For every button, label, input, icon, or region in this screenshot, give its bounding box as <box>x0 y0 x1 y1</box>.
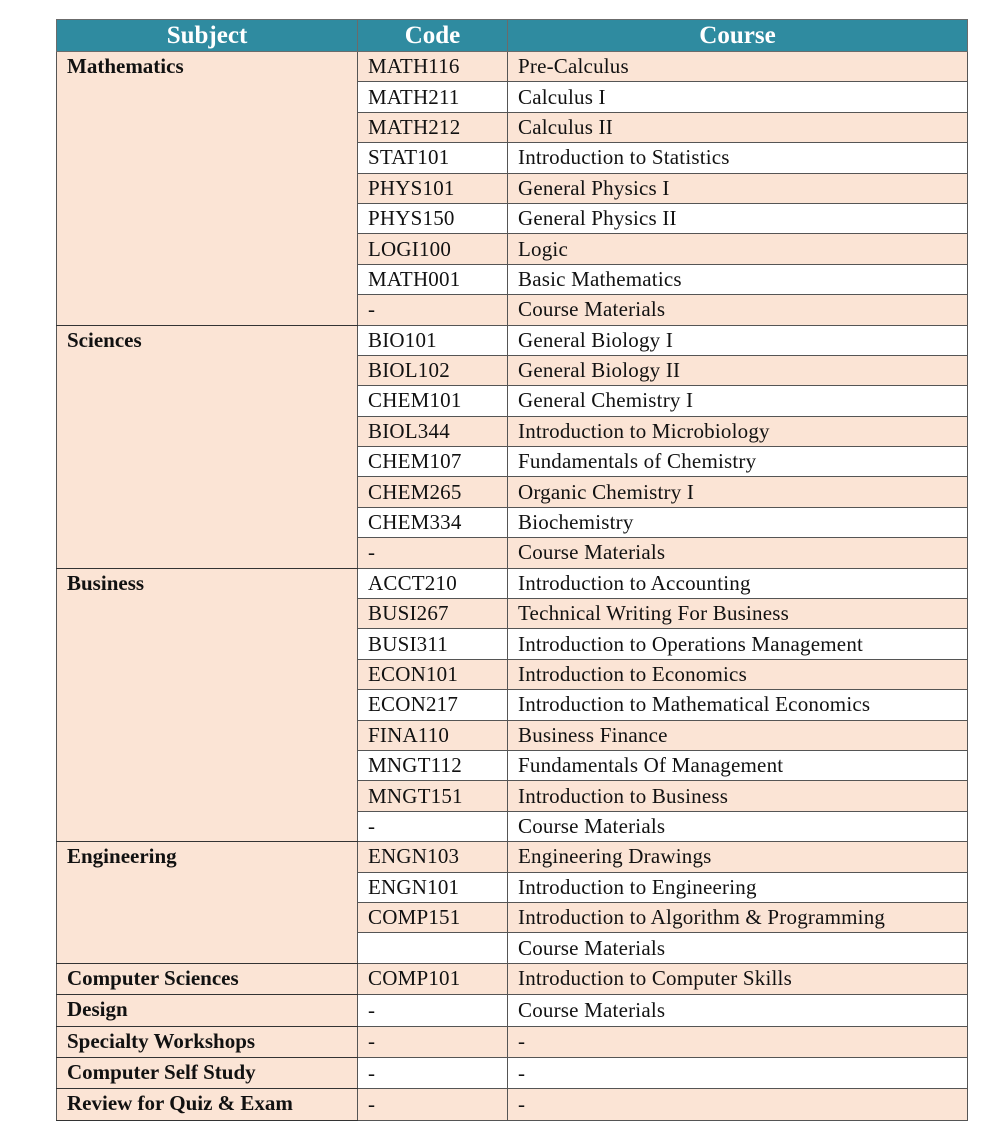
course-name-cell: Introduction to Mathematical Economics <box>508 690 968 720</box>
course-name-cell: Introduction to Engineering <box>508 872 968 902</box>
course-code-cell: BUSI311 <box>358 629 508 659</box>
course-name-cell: Basic Mathematics <box>508 264 968 294</box>
subject-cell: Sciences <box>57 325 358 568</box>
course-code-cell: MATH212 <box>358 112 508 142</box>
subject-cell: Business <box>57 568 358 842</box>
course-name-cell: Business Finance <box>508 720 968 750</box>
course-schedule-table <box>56 19 968 1121</box>
course-code-cell: - <box>358 811 508 841</box>
course-name-cell: Pre-Calculus <box>508 52 968 82</box>
course-code-cell <box>358 933 508 963</box>
course-name-cell: Organic Chemistry I <box>508 477 968 507</box>
course-code-cell: LOGI100 <box>358 234 508 264</box>
course-code-cell: BUSI267 <box>358 599 508 629</box>
header-code: Code <box>358 20 508 52</box>
course-name-cell: General Biology I <box>508 325 968 355</box>
course-code-cell: ECON217 <box>358 690 508 720</box>
course-name-cell: Calculus II <box>508 112 968 142</box>
course-name-cell: Introduction to Business <box>508 781 968 811</box>
course-name-cell: General Biology II <box>508 355 968 385</box>
course-code-cell: BIOL344 <box>358 416 508 446</box>
header-subject: Subject <box>57 20 358 52</box>
course-code-cell: BIOL102 <box>358 355 508 385</box>
table-row <box>57 842 968 872</box>
course-code-cell: MATH001 <box>358 264 508 294</box>
subject-cell: Computer Self Study <box>57 1057 358 1088</box>
course-code-cell: ENGN101 <box>358 872 508 902</box>
table-row <box>57 325 968 355</box>
course-code-cell: CHEM265 <box>358 477 508 507</box>
course-name-cell: Engineering Drawings <box>508 842 968 872</box>
course-name-cell: Introduction to Microbiology <box>508 416 968 446</box>
course-name-cell: Course Materials <box>508 933 968 963</box>
course-name-cell: Fundamentals Of Management <box>508 750 968 780</box>
table-row <box>57 1089 968 1120</box>
course-name-cell: Introduction to Economics <box>508 659 968 689</box>
table-row <box>57 995 968 1026</box>
course-name-cell: General Physics II <box>508 203 968 233</box>
table-body <box>57 52 968 1121</box>
course-code-cell: ACCT210 <box>358 568 508 598</box>
course-code-cell: CHEM107 <box>358 447 508 477</box>
course-name-cell: Introduction to Operations Management <box>508 629 968 659</box>
course-code-cell: MNGT112 <box>358 750 508 780</box>
course-name-cell: Course Materials <box>508 995 968 1026</box>
course-code-cell: BIO101 <box>358 325 508 355</box>
subject-cell: Engineering <box>57 842 358 964</box>
course-code-cell: - <box>358 995 508 1026</box>
course-code-cell: PHYS101 <box>358 173 508 203</box>
course-name-cell: Logic <box>508 234 968 264</box>
course-code-cell: CHEM101 <box>358 386 508 416</box>
course-name-cell: Calculus I <box>508 82 968 112</box>
course-code-cell: - <box>358 295 508 325</box>
table-row <box>57 1026 968 1057</box>
table-row <box>57 52 968 82</box>
course-name-cell: Introduction to Computer Skills <box>508 963 968 994</box>
table-header <box>57 20 968 52</box>
course-name-cell: - <box>508 1026 968 1057</box>
course-name-cell: Technical Writing For Business <box>508 599 968 629</box>
course-code-cell: - <box>358 1057 508 1088</box>
course-name-cell: Course Materials <box>508 811 968 841</box>
course-name-cell: Introduction to Algorithm & Programming <box>508 902 968 932</box>
course-name-cell: Biochemistry <box>508 507 968 537</box>
course-code-cell: COMP151 <box>358 902 508 932</box>
course-code-cell: - <box>358 1089 508 1120</box>
course-code-cell: STAT101 <box>358 143 508 173</box>
course-name-cell: - <box>508 1057 968 1088</box>
course-code-cell: - <box>358 1026 508 1057</box>
course-code-cell: ECON101 <box>358 659 508 689</box>
course-name-cell: - <box>508 1089 968 1120</box>
header-course: Course <box>508 20 968 52</box>
course-code-cell: COMP101 <box>358 963 508 994</box>
course-code-cell: - <box>358 538 508 568</box>
course-code-cell: CHEM334 <box>358 507 508 537</box>
table-row <box>57 568 968 598</box>
course-name-cell: Course Materials <box>508 295 968 325</box>
course-name-cell: General Chemistry I <box>508 386 968 416</box>
subject-cell: Specialty Workshops <box>57 1026 358 1057</box>
subject-cell: Mathematics <box>57 52 358 326</box>
course-code-cell: ENGN103 <box>358 842 508 872</box>
course-code-cell: MATH116 <box>358 52 508 82</box>
course-name-cell: Introduction to Accounting <box>508 568 968 598</box>
course-name-cell: Course Materials <box>508 538 968 568</box>
subject-cell: Computer Sciences <box>57 963 358 994</box>
course-name-cell: General Physics I <box>508 173 968 203</box>
course-code-cell: PHYS150 <box>358 203 508 233</box>
subject-cell: Review for Quiz & Exam <box>57 1089 358 1120</box>
course-name-cell: Fundamentals of Chemistry <box>508 447 968 477</box>
course-code-cell: MATH211 <box>358 82 508 112</box>
course-name-cell: Introduction to Statistics <box>508 143 968 173</box>
course-code-cell: FINA110 <box>358 720 508 750</box>
table-row <box>57 963 968 994</box>
header-row <box>57 20 968 52</box>
table-row <box>57 1057 968 1088</box>
course-code-cell: MNGT151 <box>358 781 508 811</box>
subject-cell: Design <box>57 995 358 1026</box>
